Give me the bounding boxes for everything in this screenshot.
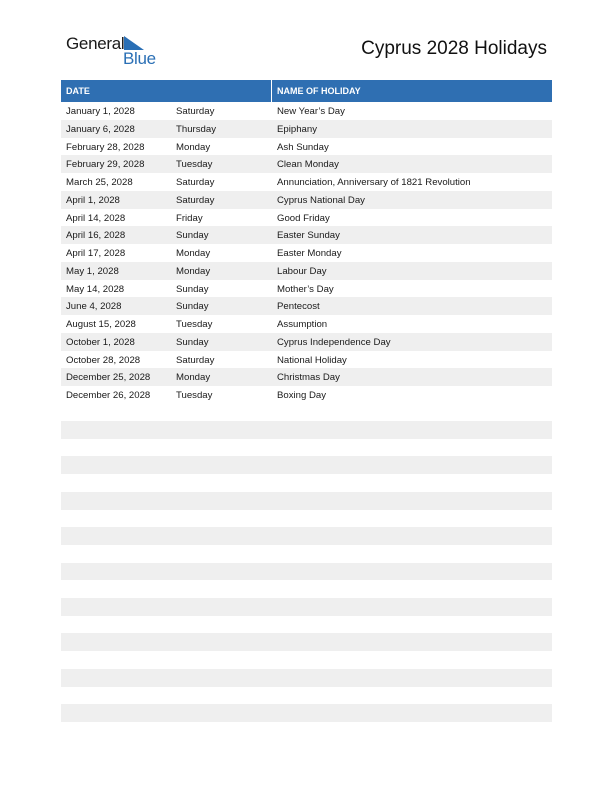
holiday-weekday: Monday xyxy=(176,265,211,277)
empty-row xyxy=(61,563,552,581)
holiday-name: New Year’s Day xyxy=(277,106,345,117)
holiday-date: February 28, 2028 xyxy=(66,141,145,153)
table-row xyxy=(61,102,552,120)
holiday-weekday: Sunday xyxy=(176,230,209,242)
holiday-weekday: Thursday xyxy=(176,123,216,135)
holiday-date: October 28, 2028 xyxy=(66,354,141,366)
table-row xyxy=(61,226,552,244)
logo-triangle-icon xyxy=(122,36,144,50)
holiday-date: February 29, 2028 xyxy=(66,159,145,171)
holiday-weekday: Sunday xyxy=(176,301,209,313)
table-row xyxy=(61,297,552,315)
holiday-weekday: Monday xyxy=(176,372,211,384)
table-header xyxy=(61,80,552,102)
holiday-date: March 25, 2028 xyxy=(66,177,133,188)
holiday-weekday: Saturday xyxy=(176,354,215,366)
header-date: DATE xyxy=(66,86,90,96)
holiday-name: Assumption xyxy=(277,319,328,330)
empty-row xyxy=(61,421,552,439)
table-row xyxy=(61,120,552,138)
holiday-table xyxy=(61,80,552,404)
holiday-date: April 17, 2028 xyxy=(66,248,126,259)
table-row xyxy=(61,209,552,227)
holiday-name: Cyprus Independence Day xyxy=(277,336,391,348)
page-title: Cyprus 2028 Holidays xyxy=(361,38,547,59)
header-divider xyxy=(271,80,272,102)
holiday-date: June 4, 2028 xyxy=(66,301,122,313)
logo-word-blue: Blue xyxy=(123,49,156,68)
holiday-name: Mother’s Day xyxy=(277,283,334,295)
holiday-date: April 16, 2028 xyxy=(66,230,126,242)
holiday-weekday: Monday xyxy=(176,248,211,259)
table-row xyxy=(61,155,552,173)
table-row xyxy=(61,244,552,262)
holiday-name: National Holiday xyxy=(277,354,347,366)
holiday-name: Annunciation, Anniversary of 1821 Revolution xyxy=(277,177,471,188)
holiday-weekday: Tuesday xyxy=(176,390,213,401)
empty-row xyxy=(61,527,552,545)
empty-row xyxy=(61,456,552,474)
table-row xyxy=(61,386,552,404)
holiday-weekday: Saturday xyxy=(176,194,215,206)
holiday-date: May 14, 2028 xyxy=(66,283,125,295)
empty-row xyxy=(61,704,552,722)
holiday-date: December 25, 2028 xyxy=(66,372,151,384)
header-holiday-name: NAME OF HOLIDAY xyxy=(277,86,361,96)
table-row xyxy=(61,262,552,280)
generalblue-logo xyxy=(66,34,156,68)
holiday-date: October 1, 2028 xyxy=(66,336,135,348)
empty-row xyxy=(61,633,552,651)
holiday-date: April 1, 2028 xyxy=(66,194,120,206)
holiday-name: Christmas Day xyxy=(277,372,340,384)
holiday-weekday: Friday xyxy=(176,212,203,224)
holiday-weekday: Saturday xyxy=(176,106,215,117)
empty-row xyxy=(61,492,552,510)
logo-word-general: General xyxy=(66,34,125,53)
table-row xyxy=(61,138,552,156)
table-row xyxy=(61,368,552,386)
table-row xyxy=(61,315,552,333)
empty-row xyxy=(61,669,552,687)
empty-row xyxy=(61,598,552,616)
holiday-date: April 14, 2028 xyxy=(66,212,126,224)
holiday-name: Good Friday xyxy=(277,212,330,224)
holiday-weekday: Monday xyxy=(176,141,211,153)
holiday-date: December 26, 2028 xyxy=(66,390,151,401)
holiday-date: August 15, 2028 xyxy=(66,319,136,330)
holiday-name: Ash Sunday xyxy=(277,141,329,153)
holiday-name: Cyprus National Day xyxy=(277,194,365,206)
table-body xyxy=(61,102,552,404)
holiday-date: January 6, 2028 xyxy=(66,123,135,135)
holiday-date: January 1, 2028 xyxy=(66,106,135,117)
holiday-name: Labour Day xyxy=(277,265,327,277)
table-row xyxy=(61,173,552,191)
holiday-name: Pentecost xyxy=(277,301,320,313)
holiday-weekday: Tuesday xyxy=(176,319,213,330)
table-row xyxy=(61,351,552,369)
holiday-weekday: Sunday xyxy=(176,336,209,348)
holiday-name: Boxing Day xyxy=(277,390,327,401)
table-row xyxy=(61,191,552,209)
holiday-weekday: Tuesday xyxy=(176,159,213,171)
holiday-name: Epiphany xyxy=(277,123,318,135)
holiday-name: Easter Sunday xyxy=(277,230,340,242)
holiday-weekday: Sunday xyxy=(176,283,209,295)
holiday-weekday: Saturday xyxy=(176,177,215,188)
table-row xyxy=(61,333,552,351)
holiday-name: Clean Monday xyxy=(277,159,339,171)
holiday-name: Easter Monday xyxy=(277,248,342,259)
holiday-date: May 1, 2028 xyxy=(66,265,119,277)
table-row xyxy=(61,280,552,298)
